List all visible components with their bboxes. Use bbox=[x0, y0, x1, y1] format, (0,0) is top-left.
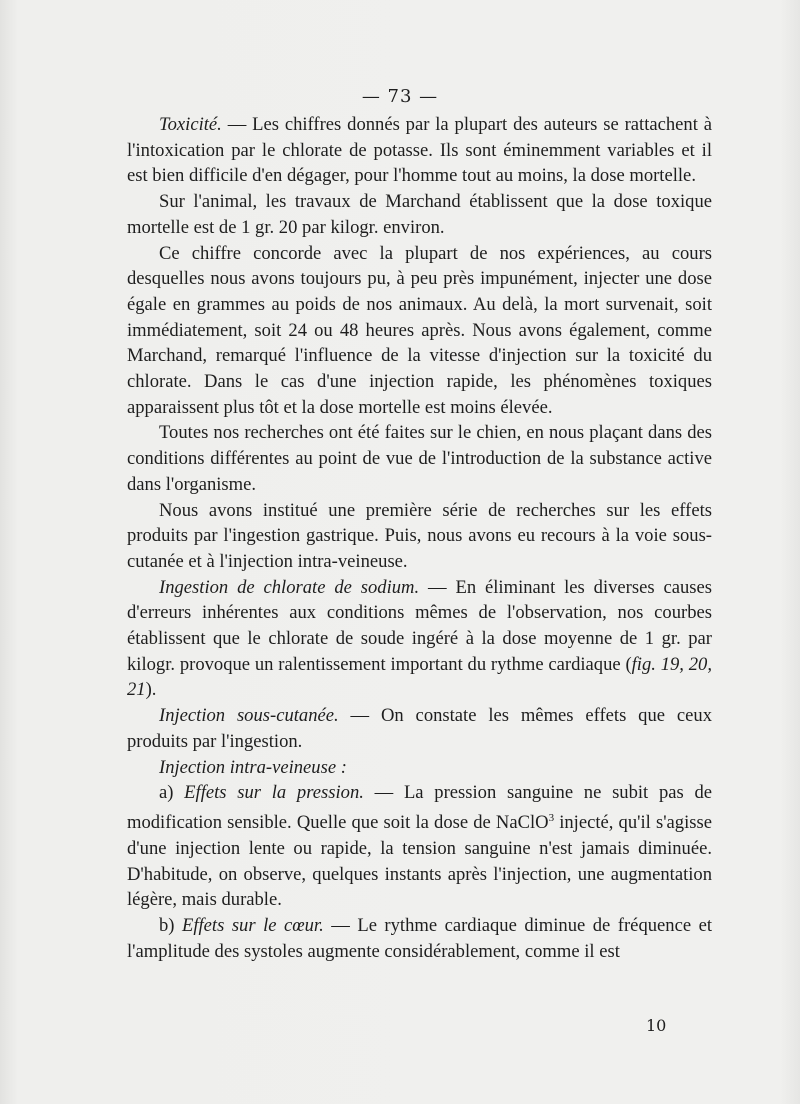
paragraph-body: — On constate les mêmes effets que ceux produits par l'ingestion. bbox=[127, 705, 712, 752]
figure-reference: fig. 19, 20, 21 bbox=[127, 653, 712, 701]
paragraph bbox=[127, 498, 712, 575]
paragraph-body: Toutes nos recherches ont été faites sur le chien, en nous plaçant dans des conditions différentes au point de vue de l'introduction de la substance active dans l'organisme. bbox=[127, 422, 712, 495]
paragraph-toxicite bbox=[127, 112, 712, 189]
paragraph bbox=[127, 241, 712, 421]
paragraph-body: Ce chiffre concorde avec la plupart de nos expériences, au cours desquelles nous avons toujours pu, à peu près impunément, injecter une dose égale en grammes au poids de nos animaux. Au delà, la mort survenait, soit immédiatement, soit 24 ou 48 heures après. Nous avons également, comme Marchand, remarqué l'influence de la vitesse d'injection sur la toxicité du chlorate. Dans le cas d'une injection rapide, les phénomènes toxiques apparaissent plus tôt et la dose mortelle est moins élevée. bbox=[127, 242, 712, 418]
body-text bbox=[127, 112, 712, 964]
paragraph bbox=[127, 189, 712, 240]
paragraph-body: — Le rythme cardiaque diminue de fréquence et l'amplitude des systoles augmente considérablement, comme il est bbox=[127, 914, 712, 962]
superscript: 3 bbox=[548, 811, 555, 824]
signature-mark: 10 bbox=[646, 1016, 667, 1035]
paragraph-heading: Ingestion de chlorate de sodium. bbox=[159, 576, 420, 598]
paragraph-intra-veineuse bbox=[127, 755, 712, 781]
paragraph-coeur bbox=[127, 913, 712, 964]
paragraph-body: Sur l'animal, les travaux de Marchand établissent que la dose toxique mortelle est de 1 gr. 20 par kilogr. environ. bbox=[127, 191, 712, 238]
paragraph-tail: injecté, qu'il s'agisse d'une injection lente ou rapide, la tension sanguine n'est jamais diminuée. D'habitude, on observe, quelques instants après l'injection, une augmentation légère, mais durable. bbox=[127, 812, 712, 911]
paragraph-pression bbox=[127, 780, 712, 913]
paragraph-heading: Toxicité. bbox=[159, 114, 222, 135]
paragraph-body: — La pression sanguine ne subit pas de modification sensible. Quelle que soit la dose de NaClO bbox=[127, 782, 713, 834]
paragraph-ingestion bbox=[127, 575, 712, 704]
list-marker: b) bbox=[159, 914, 182, 936]
paragraph-heading: Effets sur le cœur. bbox=[181, 914, 324, 936]
paragraph bbox=[127, 420, 712, 497]
paragraph-sous-cutanee bbox=[127, 703, 712, 754]
paragraph-heading: Injection intra-veineuse : bbox=[159, 756, 347, 778]
paragraph-tail: ). bbox=[145, 679, 157, 701]
list-marker: a) bbox=[159, 782, 185, 804]
page-number: — 73 — bbox=[361, 86, 439, 107]
paragraph-body: Nous avons institué une première série de recherches sur les effets produits par l'ingestion gastrique. Puis, nous avons eu recours à la voie sous-cutanée et à l'injection intra-veineuse. bbox=[127, 499, 712, 572]
paragraph-body: — Les chiffres donnés par la plupart des auteurs se rattachent à l'intoxication par le chlorate de potasse. Ils sont éminemment variables et il est bien difficile d'en dégager, pour l'homme tout au moins, la dose mortelle. bbox=[127, 114, 712, 187]
paragraph-heading: Injection sous-cutanée. bbox=[159, 705, 339, 727]
paragraph-heading: Effets sur la pression. bbox=[184, 782, 364, 804]
paragraph-body: — En éliminant les diverses causes d'erreurs inhérentes aux conditions mêmes de l'observation, nos courbes établissent que le chlorate de soude ingéré à la dose moyenne de 1 gr. par kilogr. provoque un ralentissement important du rythme cardiaque ( bbox=[127, 576, 712, 675]
